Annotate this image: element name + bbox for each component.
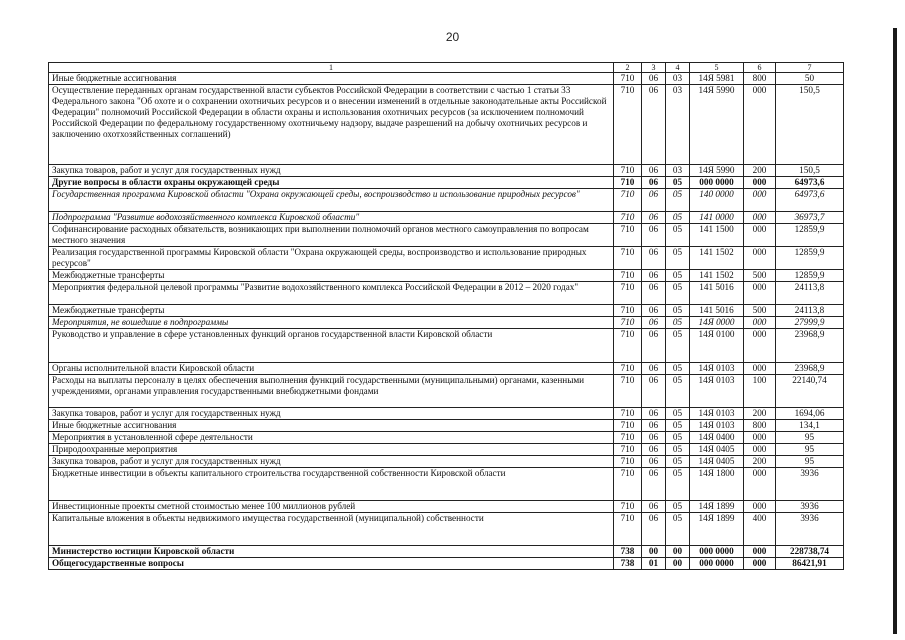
row-code-4-cell: 05 xyxy=(666,420,690,432)
row-code-2-cell: 710 xyxy=(614,363,642,375)
row-name-cell: Закупка товаров, работ и услуг для государственных нужд xyxy=(49,165,614,177)
table-row xyxy=(49,165,844,177)
row-code-4-cell: 03 xyxy=(666,85,690,165)
row-code-2-cell: 710 xyxy=(614,247,642,270)
row-code-2-cell: 710 xyxy=(614,456,642,468)
row-code-5-cell: 14Я 5990 xyxy=(690,85,744,165)
row-code-4-cell: 05 xyxy=(666,282,690,305)
row-code-2-cell: 710 xyxy=(614,177,642,189)
table-row xyxy=(49,456,844,468)
row-code-6-cell: 000 xyxy=(744,468,776,501)
row-code-3-cell: 06 xyxy=(642,317,666,329)
row-name-cell: Министерство юстиции Кировской области xyxy=(49,546,614,558)
row-code-5-cell: 14Я 0405 xyxy=(690,456,744,468)
row-code-5-cell: 14Я 1899 xyxy=(690,501,744,513)
row-code-5-cell: 141 1500 xyxy=(690,224,744,247)
row-code-4-cell: 00 xyxy=(666,546,690,558)
row-code-2-cell: 710 xyxy=(614,501,642,513)
row-code-5-cell: 14Я 1899 xyxy=(690,513,744,546)
row-code-3-cell: 06 xyxy=(642,408,666,420)
row-code-5-cell: 000 0000 xyxy=(690,546,744,558)
row-name-cell: Закупка товаров, работ и услуг для государственных нужд xyxy=(49,456,614,468)
row-code-4-cell: 05 xyxy=(666,375,690,408)
row-code-5-cell: 141 5016 xyxy=(690,282,744,305)
row-code-3-cell: 06 xyxy=(642,73,666,85)
row-amount-cell: 95 xyxy=(776,432,844,444)
row-code-4-cell: 05 xyxy=(666,270,690,282)
row-name-cell: Закупка товаров, работ и услуг для государственных нужд xyxy=(49,408,614,420)
table-row xyxy=(49,247,844,270)
row-code-2-cell: 710 xyxy=(614,165,642,177)
page-number: 20 xyxy=(445,30,460,44)
row-name-cell: Иные бюджетные ассигнования xyxy=(49,420,614,432)
row-code-3-cell: 06 xyxy=(642,177,666,189)
row-code-2-cell: 710 xyxy=(614,513,642,546)
row-code-4-cell: 00 xyxy=(666,558,690,570)
row-amount-cell: 24113,8 xyxy=(776,305,844,317)
table-row xyxy=(49,73,844,85)
row-code-2-cell: 710 xyxy=(614,282,642,305)
header-cell-7: 7 xyxy=(776,63,844,73)
table-row xyxy=(49,408,844,420)
row-code-3-cell: 06 xyxy=(642,165,666,177)
row-code-6-cell: 000 xyxy=(744,189,776,212)
scan-edge-line xyxy=(893,28,897,634)
row-amount-cell: 86421,91 xyxy=(776,558,844,570)
row-code-5-cell: 141 0000 xyxy=(690,212,744,224)
row-code-2-cell: 710 xyxy=(614,375,642,408)
row-amount-cell: 1694,06 xyxy=(776,408,844,420)
header-cell-2: 2 xyxy=(614,63,642,73)
row-name-cell: Межбюджетные трансферты xyxy=(49,270,614,282)
row-code-2-cell: 710 xyxy=(614,85,642,165)
budget-table xyxy=(48,62,844,570)
table-row xyxy=(49,513,844,546)
row-code-3-cell: 06 xyxy=(642,224,666,247)
table-row xyxy=(49,501,844,513)
row-code-5-cell: 141 5016 xyxy=(690,305,744,317)
row-code-5-cell: 14Я 1800 xyxy=(690,468,744,501)
row-code-5-cell: 14Я 5981 xyxy=(690,73,744,85)
row-code-5-cell: 14Я 0000 xyxy=(690,317,744,329)
row-code-2-cell: 710 xyxy=(614,224,642,247)
row-code-6-cell: 000 xyxy=(744,432,776,444)
row-name-cell: Инвестиционные проекты сметной стоимостью менее 100 миллионов рублей xyxy=(49,501,614,513)
header-cell-1: 1 xyxy=(49,63,614,73)
row-code-4-cell: 05 xyxy=(666,444,690,456)
row-code-3-cell: 06 xyxy=(642,363,666,375)
row-code-4-cell: 03 xyxy=(666,73,690,85)
row-code-4-cell: 05 xyxy=(666,329,690,363)
row-code-2-cell: 710 xyxy=(614,212,642,224)
table-row xyxy=(49,558,844,570)
row-code-5-cell: 14Я 0405 xyxy=(690,444,744,456)
row-code-4-cell: 05 xyxy=(666,408,690,420)
row-code-6-cell: 500 xyxy=(744,305,776,317)
row-code-4-cell: 05 xyxy=(666,247,690,270)
row-name-cell: Общегосударственные вопросы xyxy=(49,558,614,570)
row-code-2-cell: 710 xyxy=(614,420,642,432)
table-row xyxy=(49,85,844,165)
row-amount-cell: 3936 xyxy=(776,513,844,546)
row-name-cell: Органы исполнительной власти Кировской области xyxy=(49,363,614,375)
row-code-3-cell: 06 xyxy=(642,270,666,282)
row-name-cell: Расходы на выплаты персоналу в целях обеспечения выполнения функций государственными (муниципальными) органами, казенными учреждениями, органами управления государственными внебюджетными фондами xyxy=(49,375,614,408)
row-name-cell: Руководство и управление в сфере установленных функций органов государственной власти Кировской области xyxy=(49,329,614,363)
row-amount-cell: 150,5 xyxy=(776,165,844,177)
row-name-cell: Капитальные вложения в объекты недвижимого имущества государственной (муниципальной) собственности xyxy=(49,513,614,546)
row-code-6-cell: 800 xyxy=(744,73,776,85)
row-code-6-cell: 000 xyxy=(744,85,776,165)
row-code-3-cell: 00 xyxy=(642,546,666,558)
row-code-6-cell: 000 xyxy=(744,282,776,305)
row-code-4-cell: 05 xyxy=(666,513,690,546)
table-row xyxy=(49,468,844,501)
row-code-6-cell: 000 xyxy=(744,212,776,224)
row-name-cell: Подпрограмма "Развитие водохозяйственного комплекса Кировской области" xyxy=(49,212,614,224)
row-code-3-cell: 06 xyxy=(642,501,666,513)
row-code-5-cell: 14Я 5990 xyxy=(690,165,744,177)
row-code-4-cell: 05 xyxy=(666,456,690,468)
table-row xyxy=(49,177,844,189)
row-code-4-cell: 05 xyxy=(666,468,690,501)
row-code-5-cell: 14Я 0103 xyxy=(690,363,744,375)
row-amount-cell: 22140,74 xyxy=(776,375,844,408)
row-code-4-cell: 05 xyxy=(666,317,690,329)
row-code-6-cell: 100 xyxy=(744,375,776,408)
row-code-5-cell: 000 0000 xyxy=(690,558,744,570)
row-code-4-cell: 05 xyxy=(666,212,690,224)
row-name-cell: Природоохранные мероприятия xyxy=(49,444,614,456)
row-code-2-cell: 710 xyxy=(614,270,642,282)
table-row xyxy=(49,282,844,305)
row-amount-cell: 27999,9 xyxy=(776,317,844,329)
row-code-4-cell: 05 xyxy=(666,177,690,189)
table-row xyxy=(49,317,844,329)
row-code-3-cell: 06 xyxy=(642,212,666,224)
row-name-cell: Осуществление переданных органам государственной власти субъектов Российской Федерации в соответствии с частью 1 статьи 33 Федерального закона "Об охоте и о сохранении охотничьих ресурсов и о внесении изменений в отдельные законодательные акты Российской Федерации" полномочий Российской Федерации в области охраны и использования охотничьих ресурсов (за исключением полномочий Российской Федерации по федеральному государственному охотничьему надзору, выдаче разрешений на добычу охотничьих ресурсов и заключению охотхозяйственных соглашений) xyxy=(49,85,614,165)
row-code-2-cell: 710 xyxy=(614,329,642,363)
row-amount-cell: 134,1 xyxy=(776,420,844,432)
row-code-5-cell: 000 0000 xyxy=(690,177,744,189)
row-code-6-cell: 000 xyxy=(744,224,776,247)
table-row xyxy=(49,444,844,456)
row-code-5-cell: 14Я 0103 xyxy=(690,375,744,408)
row-amount-cell: 24113,8 xyxy=(776,282,844,305)
table-row xyxy=(49,329,844,363)
row-code-6-cell: 200 xyxy=(744,456,776,468)
table-row xyxy=(49,189,844,212)
table-row xyxy=(49,420,844,432)
row-code-2-cell: 710 xyxy=(614,408,642,420)
row-code-6-cell: 800 xyxy=(744,420,776,432)
row-code-3-cell: 06 xyxy=(642,85,666,165)
table-row xyxy=(49,375,844,408)
row-name-cell: Иные бюджетные ассигнования xyxy=(49,73,614,85)
row-code-6-cell: 000 xyxy=(744,558,776,570)
table-row xyxy=(49,212,844,224)
table-row xyxy=(49,305,844,317)
row-code-5-cell: 140 0000 xyxy=(690,189,744,212)
row-code-2-cell: 738 xyxy=(614,558,642,570)
row-code-3-cell: 01 xyxy=(642,558,666,570)
row-code-2-cell: 710 xyxy=(614,432,642,444)
header-cell-5: 5 xyxy=(690,63,744,73)
row-amount-cell: 12859,9 xyxy=(776,270,844,282)
row-name-cell: Межбюджетные трансферты xyxy=(49,305,614,317)
row-code-2-cell: 710 xyxy=(614,305,642,317)
row-code-2-cell: 710 xyxy=(614,317,642,329)
row-code-3-cell: 06 xyxy=(642,189,666,212)
row-code-5-cell: 14Я 0100 xyxy=(690,329,744,363)
row-amount-cell: 95 xyxy=(776,444,844,456)
row-amount-cell: 64973,6 xyxy=(776,177,844,189)
row-code-6-cell: 000 xyxy=(744,247,776,270)
row-amount-cell: 50 xyxy=(776,73,844,85)
row-name-cell: Мероприятия федеральной целевой программы "Развитие водохозяйственного комплекса Российской Федерации в 2012 – 2020 годах" xyxy=(49,282,614,305)
row-code-3-cell: 06 xyxy=(642,375,666,408)
row-code-2-cell: 710 xyxy=(614,73,642,85)
table-row xyxy=(49,270,844,282)
row-code-6-cell: 000 xyxy=(744,444,776,456)
row-amount-cell: 12859,9 xyxy=(776,247,844,270)
row-code-5-cell: 14Я 0103 xyxy=(690,420,744,432)
row-code-3-cell: 06 xyxy=(642,444,666,456)
row-name-cell: Мероприятия, не вошедшие в подпрограммы xyxy=(49,317,614,329)
row-amount-cell: 3936 xyxy=(776,501,844,513)
row-name-cell: Мероприятия в установленной сфере деятельности xyxy=(49,432,614,444)
row-code-2-cell: 710 xyxy=(614,189,642,212)
header-cell-4: 4 xyxy=(666,63,690,73)
row-code-6-cell: 200 xyxy=(744,408,776,420)
table-row xyxy=(49,432,844,444)
row-code-3-cell: 06 xyxy=(642,247,666,270)
row-amount-cell: 150,5 xyxy=(776,85,844,165)
row-code-3-cell: 06 xyxy=(642,305,666,317)
row-code-4-cell: 05 xyxy=(666,432,690,444)
row-code-5-cell: 14Я 0103 xyxy=(690,408,744,420)
row-code-6-cell: 000 xyxy=(744,501,776,513)
row-code-4-cell: 05 xyxy=(666,189,690,212)
row-name-cell: Другие вопросы в области охраны окружающей среды xyxy=(49,177,614,189)
row-amount-cell: 228738,74 xyxy=(776,546,844,558)
row-code-4-cell: 05 xyxy=(666,363,690,375)
row-code-2-cell: 710 xyxy=(614,468,642,501)
row-code-3-cell: 06 xyxy=(642,468,666,501)
row-code-3-cell: 06 xyxy=(642,329,666,363)
table-row xyxy=(49,546,844,558)
row-code-3-cell: 06 xyxy=(642,432,666,444)
header-cell-3: 3 xyxy=(642,63,666,73)
row-amount-cell: 64973,6 xyxy=(776,189,844,212)
row-code-3-cell: 06 xyxy=(642,282,666,305)
row-code-2-cell: 738 xyxy=(614,546,642,558)
row-code-6-cell: 000 xyxy=(744,329,776,363)
row-name-cell: Бюджетные инвестиции в объекты капитального строительства государственной собственности Кировской области xyxy=(49,468,614,501)
row-name-cell: Реализация государственной программы Кировской области "Охрана окружающей среды, воспроизводство и использование природных ресурсов" xyxy=(49,247,614,270)
row-amount-cell: 23968,9 xyxy=(776,329,844,363)
row-code-4-cell: 05 xyxy=(666,305,690,317)
row-code-4-cell: 03 xyxy=(666,165,690,177)
table-header-row xyxy=(49,63,844,73)
row-code-6-cell: 000 xyxy=(744,363,776,375)
row-code-3-cell: 06 xyxy=(642,513,666,546)
row-name-cell: Софинансирование расходных обязательств, возникающих при выполнении полномочий органов местного самоуправления по вопросам местного значения xyxy=(49,224,614,247)
table-row xyxy=(49,224,844,247)
row-code-6-cell: 400 xyxy=(744,513,776,546)
row-amount-cell: 12859,9 xyxy=(776,224,844,247)
row-code-5-cell: 141 1502 xyxy=(690,247,744,270)
row-code-5-cell: 14Я 0400 xyxy=(690,432,744,444)
row-code-3-cell: 06 xyxy=(642,456,666,468)
row-amount-cell: 3936 xyxy=(776,468,844,501)
row-code-4-cell: 05 xyxy=(666,224,690,247)
row-code-6-cell: 000 xyxy=(744,177,776,189)
row-code-3-cell: 06 xyxy=(642,420,666,432)
row-amount-cell: 36973,7 xyxy=(776,212,844,224)
row-code-6-cell: 000 xyxy=(744,546,776,558)
row-code-5-cell: 141 1502 xyxy=(690,270,744,282)
row-code-6-cell: 000 xyxy=(744,317,776,329)
row-amount-cell: 23968,9 xyxy=(776,363,844,375)
header-cell-6: 6 xyxy=(744,63,776,73)
table-row xyxy=(49,363,844,375)
row-code-6-cell: 200 xyxy=(744,165,776,177)
row-code-2-cell: 710 xyxy=(614,444,642,456)
row-code-4-cell: 05 xyxy=(666,501,690,513)
budget-table-body xyxy=(49,63,844,570)
row-code-6-cell: 500 xyxy=(744,270,776,282)
row-amount-cell: 95 xyxy=(776,456,844,468)
row-name-cell: Государственная программа Кировской области "Охрана окружающей среды, воспроизводство и использование природных ресурсов" xyxy=(49,189,614,212)
